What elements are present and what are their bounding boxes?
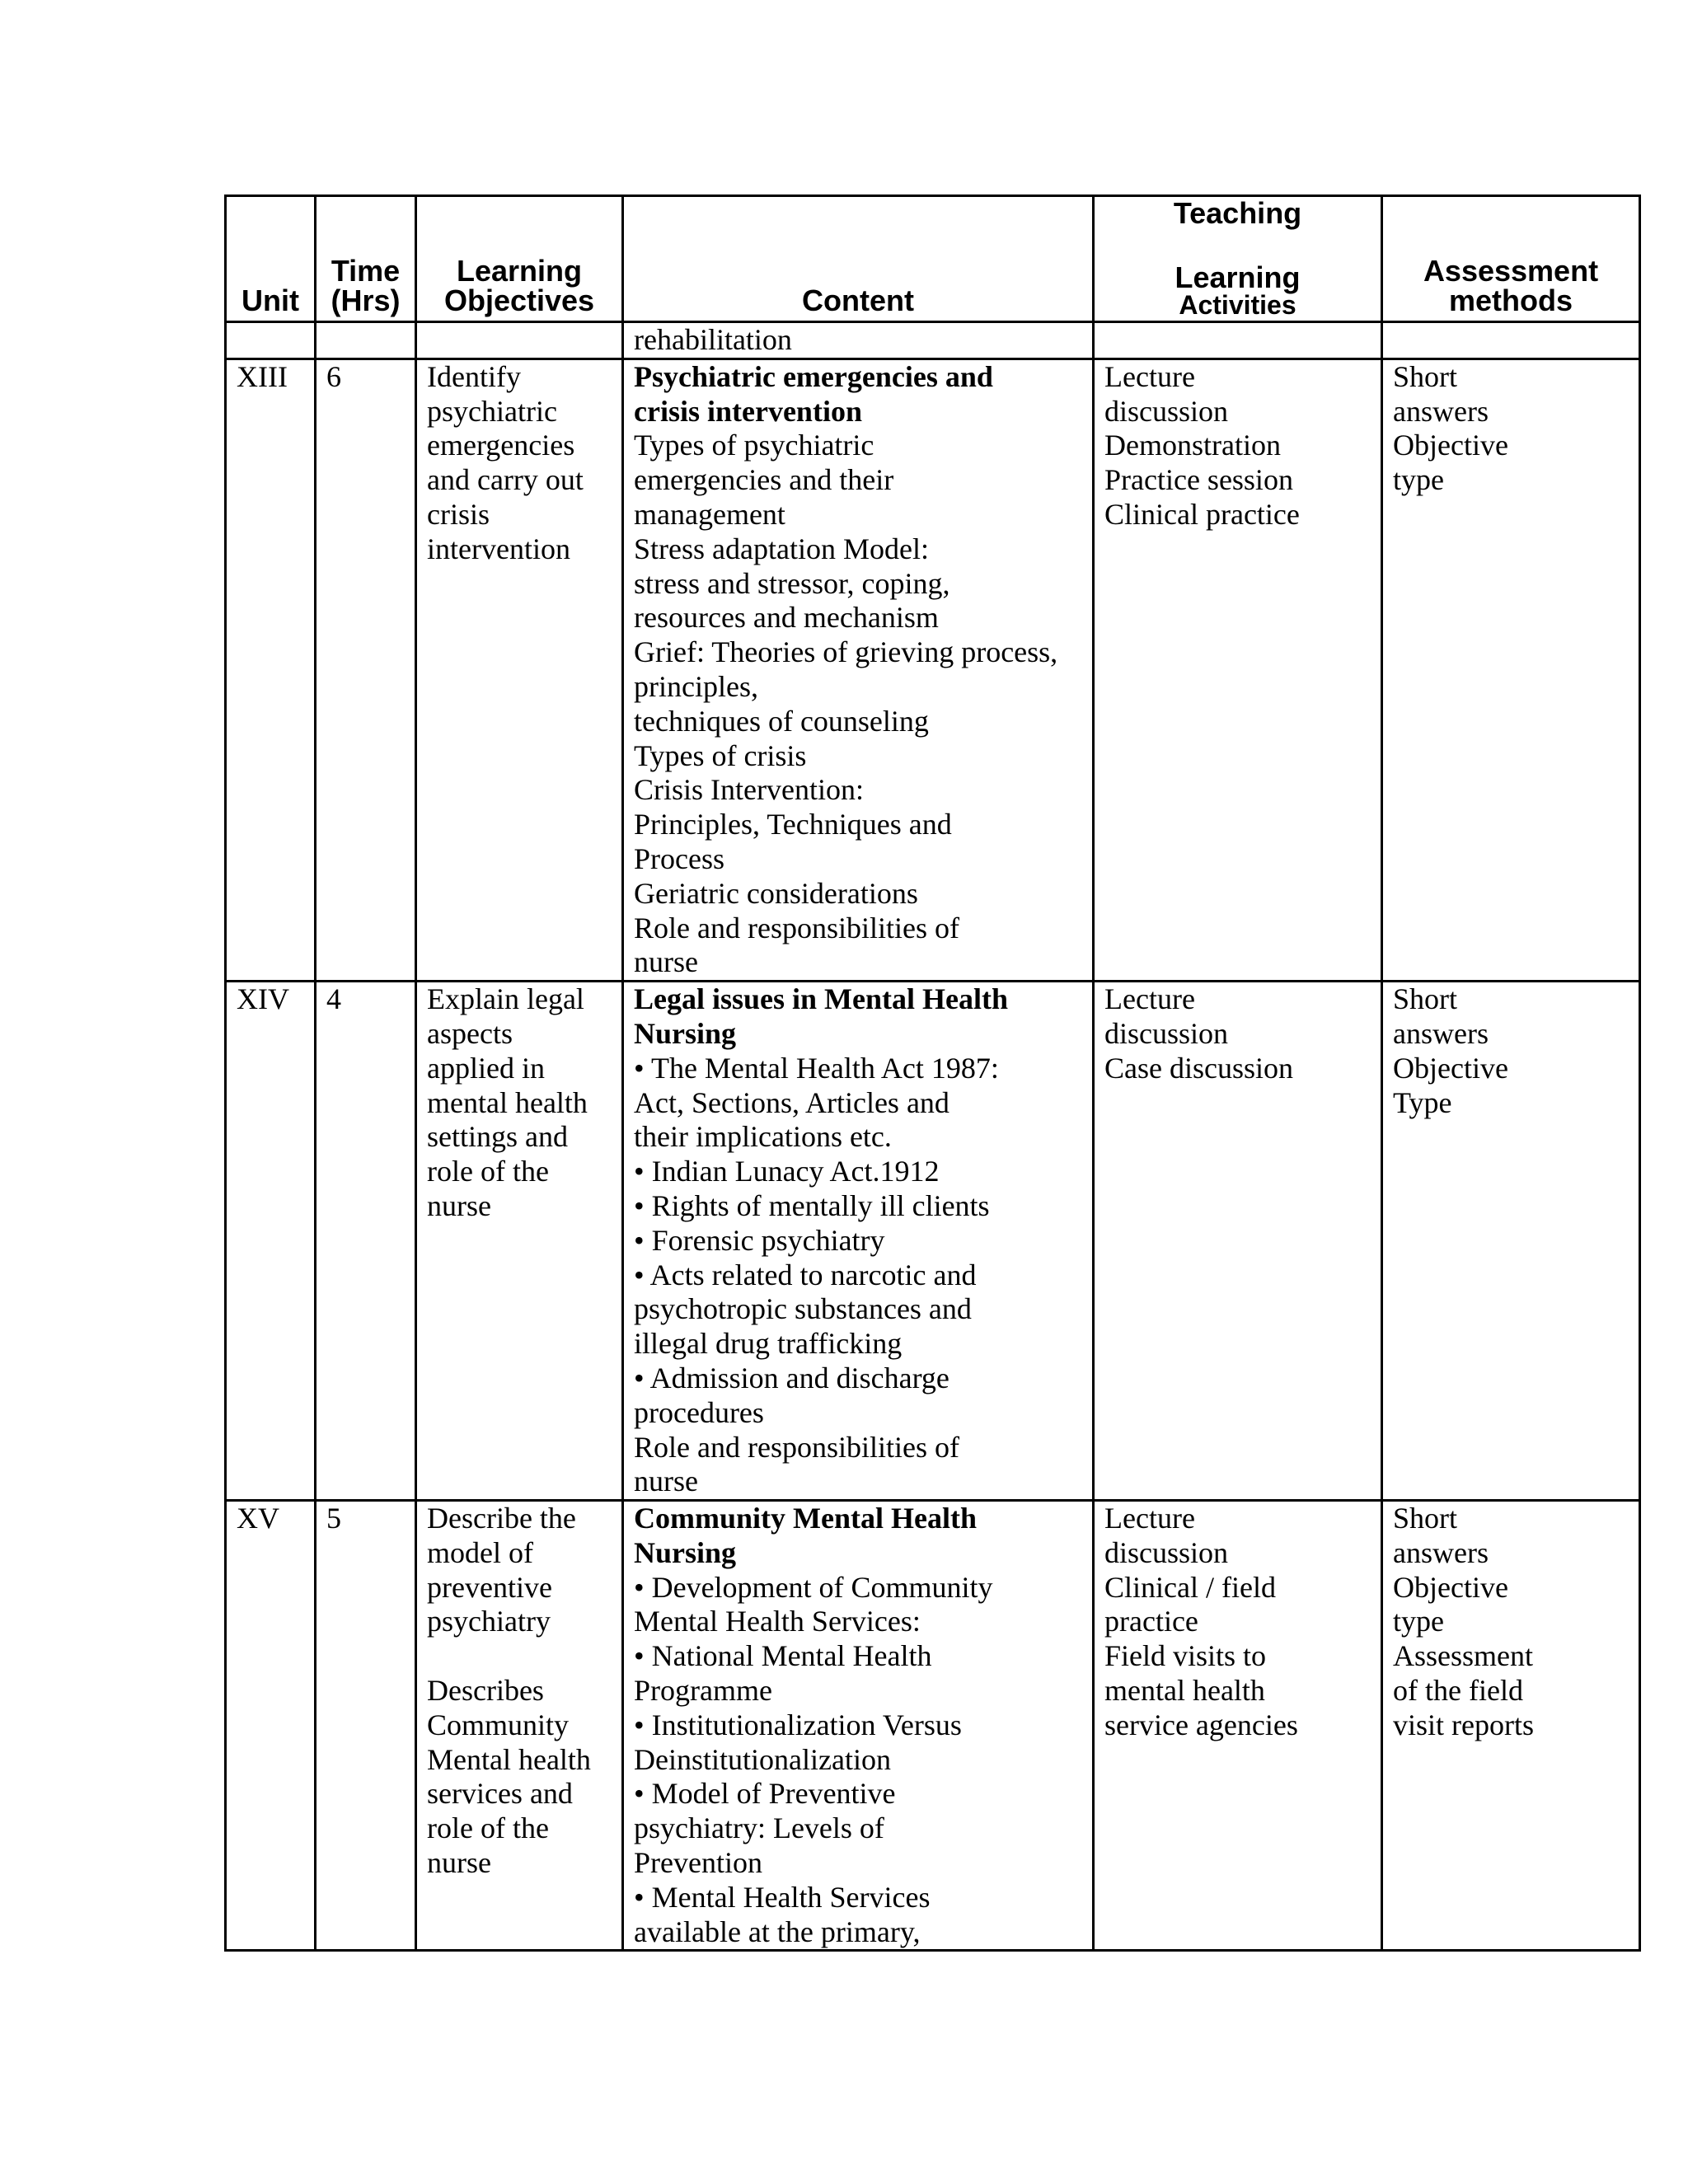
cell-text-line: applied in [427,1051,545,1085]
activities-cell [1094,1501,1382,1951]
content-title: Nursing [634,1535,737,1569]
content-cell [623,359,1094,981]
activities-cell [1094,359,1382,981]
cell-text-line: • Development of Community [634,1570,993,1604]
cell-text-line: nurse [427,1846,491,1880]
cell-text-line: Types of psychiatric [634,429,874,462]
header-time [316,196,416,322]
cell-text-line: intervention [427,532,570,565]
cell-text-line: psychiatry [427,1605,551,1638]
cell-text-line: role of the [427,1811,549,1845]
cell-text-line: Types of crisis [634,738,807,772]
continuation-content [623,322,1094,359]
cell-text-line: principles, [634,669,758,703]
cell-text-line: Objective [1393,1051,1508,1085]
cell-text-line: psychotropic substances and [634,1292,972,1326]
cell-text-line: mental health [1104,1674,1265,1708]
cell-text-line: XV [237,1502,279,1535]
assessment-cell [1382,982,1640,1501]
cell-text-line: Act, Sections, Articles and [634,1085,950,1119]
cell-text-line: Objective [1393,1570,1508,1604]
cell-text-line: Assessment [1423,254,1599,288]
content-title: crisis intervention [634,394,862,428]
objectives-cell [416,359,623,981]
cell-text-line: psychiatry: Levels of [634,1811,884,1845]
cell-text-line: Field visits to [1104,1639,1267,1673]
activities-cell [1094,982,1382,1501]
cell-text-line: Assessment [1393,1639,1533,1673]
cell-text-line: mental health [427,1085,588,1119]
cell-text-line: procedures [634,1395,764,1429]
cell-text-line: settings and [427,1120,568,1154]
cell-text-line: nurse [634,945,698,979]
cell-text-line: Prevention [634,1846,762,1880]
cell-text-line: crisis [427,497,490,531]
assessment-cell [1382,1501,1640,1951]
cell-text-line: Process [634,841,724,875]
table-row [226,359,1640,981]
cell-text-line: available at the primary, [634,1915,921,1948]
cell-text-line: Short [1393,359,1458,393]
objectives-spacer [427,1639,612,1674]
cell-text-line: Activities [1179,290,1296,320]
cell-text-line: • Forensic psychiatry [634,1223,885,1257]
time-cell [316,982,416,1501]
cell-text-line: and carry out [427,463,584,497]
objectives-cell [416,1501,623,1951]
cell-text-line: Identify [427,359,521,393]
assessment-cell [1382,359,1640,981]
cell-text-line: Objectives [443,284,595,317]
continuation-objectives [416,322,623,359]
time-cell [316,359,416,981]
cell-text-line: discussion [1104,394,1229,428]
cell-text-line: Learning [456,254,582,288]
unit-cell [226,359,316,981]
cell-text-line: Clinical / field [1104,1570,1276,1604]
cell-text-line: • Acts related to narcotic and [634,1258,977,1291]
cell-text-line: • Admission and discharge [634,1361,950,1394]
cell-text-line: XIV [237,982,289,1016]
cell-text-line: Grief: Theories of grieving process, [634,635,1058,669]
cell-text-line: nurse [427,1188,491,1222]
cell-text-line: Lecture [1104,982,1195,1016]
cell-text-line: Describe the [427,1502,576,1535]
cell-text-line: Geriatric considerations [634,876,918,910]
continuation-unit [226,322,316,359]
cell-text-line: Lecture [1104,1502,1195,1535]
header-unit [226,196,316,322]
cell-text-line: their implications etc. [634,1120,892,1154]
cell-text-line: answers [1393,1016,1489,1050]
cell-text-line: Mental health [427,1742,591,1776]
content-cell [623,982,1094,1501]
cell-text-line: Lecture [1104,359,1195,393]
cell-text-line: type [1393,1605,1444,1638]
cell-text-line: (Hrs) [331,284,401,317]
cell-text-line: illegal drug trafficking [634,1327,903,1361]
cell-text-line: Learning [1175,260,1301,294]
cell-text-line: Stress adaptation Model: [634,532,929,565]
cell-text-line: Community [427,1708,570,1741]
cell-text-line: • National Mental Health [634,1639,932,1673]
table-row [226,1501,1640,1951]
cell-text-line: Unit [241,284,299,317]
continuation-row [226,322,1640,359]
cell-text-line: preventive [427,1570,552,1604]
cell-text-line: answers [1393,394,1489,428]
cell-text-line: Content [802,284,914,317]
cell-text-line: • Institutionalization Versus [634,1708,962,1741]
cell-text-line: Teaching [1173,196,1302,230]
cell-text-line: techniques of counseling [634,704,929,738]
cell-text-line: Type [1393,1085,1452,1119]
cell-text-line: emergencies and their [634,463,894,497]
unit-cell [226,982,316,1501]
cell-text-line: psychiatric [427,394,557,428]
cell-text-line: aspects [427,1016,513,1050]
cell-text-line: Short [1393,1502,1458,1535]
cell-text-line: of the field [1393,1674,1523,1708]
cell-text-line: 4 [326,982,341,1016]
header-content [623,196,1094,322]
cell-text-line: • Mental Health Services [634,1880,931,1914]
continuation-assessment [1382,322,1640,359]
cell-text-line: Short [1393,982,1458,1016]
cell-text-line: answers [1393,1535,1489,1569]
unit-cell [226,1501,316,1951]
cell-text-line: Role and responsibilities of [634,911,959,944]
cell-text-line: management [634,497,785,531]
content-cell [623,1501,1094,1951]
cell-text-line: • Model of Preventive [634,1777,896,1811]
cell-text-line: • Rights of mentally ill clients [634,1188,990,1222]
cell-text-line: emergencies [427,429,575,462]
cell-text-line: resources and mechanism [634,601,939,635]
cell-text-line: type [1393,463,1444,497]
cell-text-line: service agencies [1104,1708,1298,1741]
header-learning-objectives [416,196,623,322]
cell-text-line: services and [427,1777,573,1811]
header-teaching-learning-activities [1094,196,1382,322]
cell-text-line: Crisis Intervention: [634,773,864,807]
objectives-cell [416,982,623,1501]
syllabus-table [224,194,1641,1952]
cell-text-line: Demonstration [1104,429,1281,462]
cell-text-line: Objective [1393,429,1508,462]
continuation-time [316,322,416,359]
cell-text-line: Mental Health Services: [634,1605,921,1638]
cell-text-line: Principles, Techniques and [634,808,952,841]
content-title: Legal issues in Mental Health [634,982,1009,1016]
content-title: Community Mental Health [634,1502,977,1535]
cell-text-line: stress and stressor, coping, [634,566,950,600]
cell-text-line: Case discussion [1104,1051,1293,1085]
table-row [226,982,1640,1501]
cell-text-line: 6 [326,359,341,393]
cell-text-line: nurse [634,1465,698,1498]
cell-text-line: model of [427,1535,533,1569]
cell-text-line: rehabilitation [634,323,792,356]
content-title: Psychiatric emergencies and [634,359,993,393]
cell-text-line: Programme [634,1674,772,1708]
cell-text-line: discussion [1104,1016,1229,1050]
cell-text-line: Practice session [1104,463,1293,497]
header-assessment-methods [1382,196,1640,322]
cell-text-line: Deinstitutionalization [634,1742,891,1776]
cell-text-line: • Indian Lunacy Act.1912 [634,1155,940,1188]
continuation-activities [1094,322,1382,359]
cell-text-line: Time [331,254,401,288]
cell-text-line: Explain legal [427,982,584,1016]
cell-text-line: XIII [237,359,288,393]
content-title: Nursing [634,1016,737,1050]
cell-text-line: role of the [427,1155,549,1188]
cell-text-line: practice [1104,1605,1198,1638]
cell-text-line: Role and responsibilities of [634,1430,959,1464]
cell-text-line: Clinical practice [1104,497,1300,531]
cell-text-line: visit reports [1393,1708,1534,1741]
cell-text-line: methods [1448,284,1573,317]
cell-text-line: Describes [427,1674,544,1708]
cell-text-line: 5 [326,1502,341,1535]
cell-text-line: discussion [1104,1535,1229,1569]
cell-text-line: • The Mental Health Act 1987: [634,1051,999,1085]
header-row [226,196,1640,322]
time-cell [316,1501,416,1951]
